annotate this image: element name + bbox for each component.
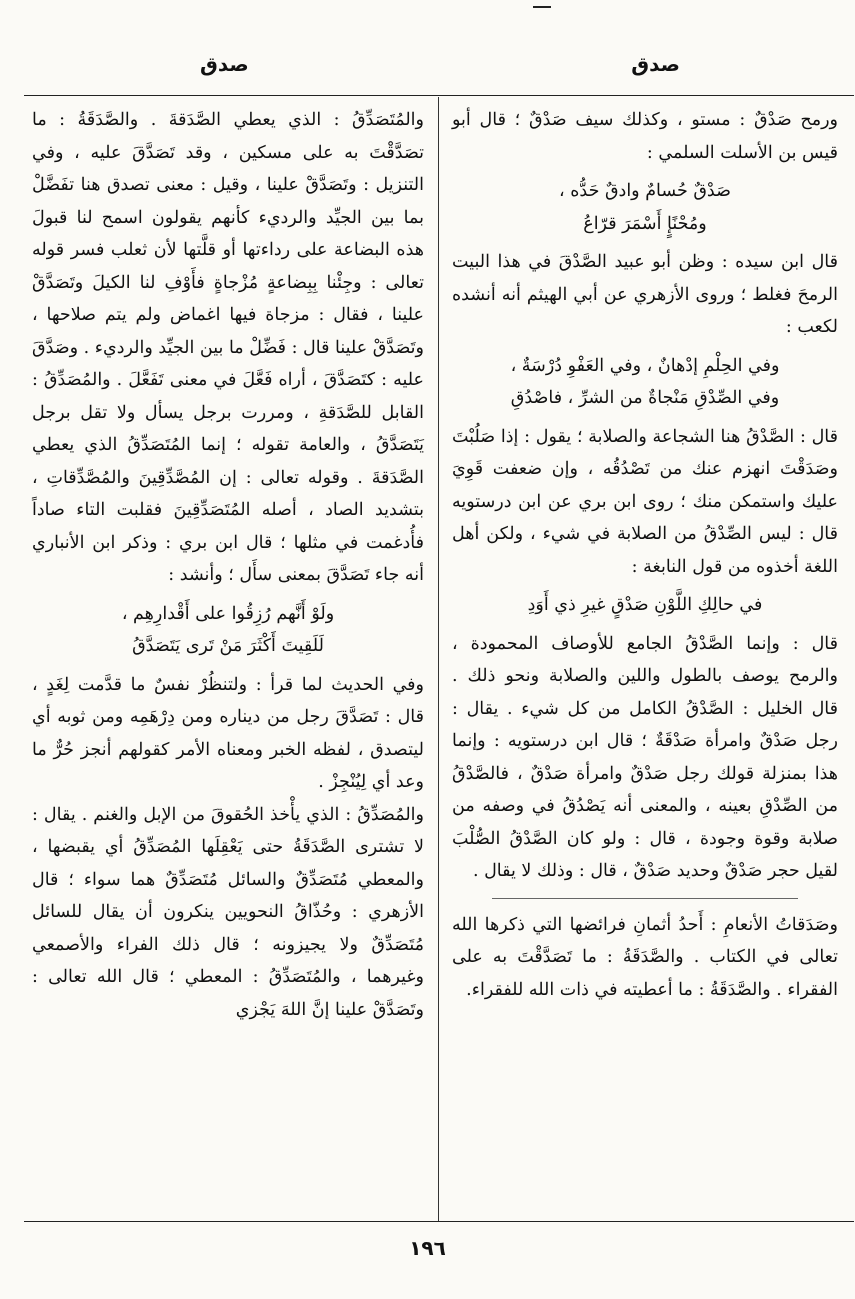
top-rule (24, 95, 854, 96)
bottom-rule (24, 1221, 854, 1222)
poetry-verse (452, 175, 838, 240)
top-mark (533, 6, 551, 8)
entry-paragraph: وفي الحديث لما قرأ : ولتنظُرْ نفسٌ ما قدَّمت لِغَدٍ ، قال : تَصَدَّقَ رجل من ديناره ومن دِرْهَمِه ومن ثوبه أي ليتصدق ، لفظه الخبر ومعناه الأمر كقولهم أنجز حُرٌّ ما وعد أي لِيُنْجِزْ . (32, 674, 424, 792)
verse-line: وفي الحِلْمِ إدْهانٌ ، وفي العَفْوِ دُرْسَةٌ ، (510, 355, 780, 376)
poetry-verse (32, 598, 424, 663)
header-word-right: صدق (631, 52, 680, 76)
header-word-left: صدق (200, 52, 249, 76)
column-divider (438, 97, 439, 1221)
entry-paragraph: والمُصَدِّقُ : الذي يأْخذ الحُقوقَ من الإبل والغنم . يقال : لا تشترى الصَّدَقَةُ حتى يَعْقِلَها المُصَدِّقُ أي يقبضها ، والمعطي مُتَصَدِّقٌ والسائل مُتَصَدِّقٌ هما سواء ؛ قال الأزهري : وحُذّاقُ النحويين ينكرون أن يقال للسائل مُتَصَدِّقٌ ولا يجيزونه ؛ قال ذلك الفراء والأصمعي وغيرهما ، والمُتَصَدِّقُ : المعطي ؛ قال الله تعالى : وتَصَدَّقْ علينا إنَّ اللهَ يَجْزي (32, 804, 424, 1020)
entry-paragraph: والمُتَصَدِّقُ : الذي يعطي الصَّدَقةَ . والصَّدَقَةُ : ما تصَدَّقْتَ به على مسكين ، وقد تَصَدَّقَ عليه ، وفي التنزيل : وتَصَدَّقْ علينا ، وقيل : معنى تصدق هنا تفَضَّلْ بما بين الجيِّد والرديء كأنهم يقولون اسمح لنا قبولَ هذه البضاعة على رداءتها أو قلَّتها لأن ثعلب فسر قوله تعالى : وجِئْنا بِبِضاعةٍ مُزْجاةٍ فأَوْفِ لنا الكيلَ وتَصَدَّقْ علينا ، فقال : مزجاة فيها اغماض ولم يتم صلاحها ، وتَصَدَّقْ علينا قال : فَضِّلْ ما بين الجيِّد والرديء . وصَدَّقَ عليه : كتَصَدَّقَ ، أراه فَعَّلَ في معنى تَفَعَّلَ . والمُصَدِّقُ : القابل للصَّدَقةِ ، ومررت برجل يسأل ولا تقل برجل يَتَصَدَّقُ ، والعامة تقوله ؛ إنما المُتَصَدِّقُ الذي يعطي الصَّدَقةَ . وقوله تعالى : إن المُصَّدِّقِينَ والمُصَّدِّقاتِ ، بتشديد الصاد ، أصله المُتَصَدِّقِينَ فقلبت التاء صاداً فأُدغمت في مثلها ؛ قال ابن بري : وذكر ابن الأنباري أنه جاء تَصَدَّقَ بمعنى سأَل ؛ وأنشد : (32, 110, 424, 585)
verse-line: وفي الصِّدْقِ مَنْجاةٌ من الشرِّ ، فاصْدُقِ (510, 388, 780, 408)
verse-line: ومُحْنًإٍ أَسْمَرَ قرّاعُ (583, 213, 707, 234)
page-number: ١٩٦ (409, 1236, 446, 1260)
entry-paragraph: قال : الصَّدْقُ هنا الشجاعة والصلابة ؛ يقول : إذا صَلُبْتَ وصَدَقْتَ انهزم عنك من تَصْدُقُه ، وإن ضعفت قَوِيَ عليك واستمكن منك ؛ روى ابن بري عن ابن درستويه قال : ليس الصِّدْقُ من الصلابة في شيء ، ولكن أهل اللغة أخذوه من قول النابغة : (452, 426, 838, 577)
entry-paragraph: قال : وإنما الصَّدْقُ الجامع للأوصاف المحمودة ، والرمح يوصف بالطول واللين والصلابة ونحو ذلك . قال الخليل : الصَّدْقُ الكامل من كل شيء . يقال : رجل صَدْقٌ وامرأة صَدْقَةٌ ؛ قال ابن درستويه : وإنما هذا بمنزلة قولك رجل صَدْقٌ وامرأة صَدْقٌ ، فالصَّدْقُ من الصِّدْقِ بعينه ، والمعنى أنه يَصْدُقُ في وصفه من صلابة وقوة وجودة ، قال : ولو كان الصَّدْقُ الصُّلْبَ لقيل حجر صَدْقٌ وحديد صَدْقٌ ، قال : وذلك لا يقال . (452, 633, 838, 881)
poetry-verse (452, 350, 838, 415)
section-separator (492, 898, 798, 899)
verse-line: لَلَقِيتَ أَكْثَرَ مَنْ تَرى يَتَصَدَّقُ (132, 636, 324, 656)
verse-line: في حالِكِ اللَّوْنِ صَدْقٍ غيرِ ذي أَوَدِ (527, 595, 763, 615)
entry-paragraph: قال ابن سيده : وظن أبو عبيد الصَّدْقَ في هذا البيت الرمحَ فغلط ؛ وروى الأزهري عن أبي الهيثم أنه أنشده لكعب : (452, 252, 838, 337)
verse-line: صَدْقٌ حُسامٌ وادقٌ حَدُّه ، (559, 181, 731, 201)
left-column (32, 104, 424, 1026)
right-column (452, 104, 838, 1006)
entry-paragraph: وصَدَقاتُ الأنعامِ : أَحدُ أثمانِ فرائضها التي ذكرها الله تعالى في الكتاب . والصَّدَقَةُ : ما تَصَدَّقْتَ به على الفقراء . والصَّدَقَةُ : ما أعطيته في ذات الله للفقراء. (452, 914, 838, 1000)
entry-paragraph: ورمح صَدْقٌ : مستو ، وكذلك سيف صَدْقٌ ؛ قال أبو قيس بن الأسلت السلمي : (452, 110, 838, 163)
poetry-verse (452, 589, 838, 622)
verse-line: ولَوْ أَنَّهم رُزِقُوا على أَقْدارِهِم ، (121, 603, 335, 624)
